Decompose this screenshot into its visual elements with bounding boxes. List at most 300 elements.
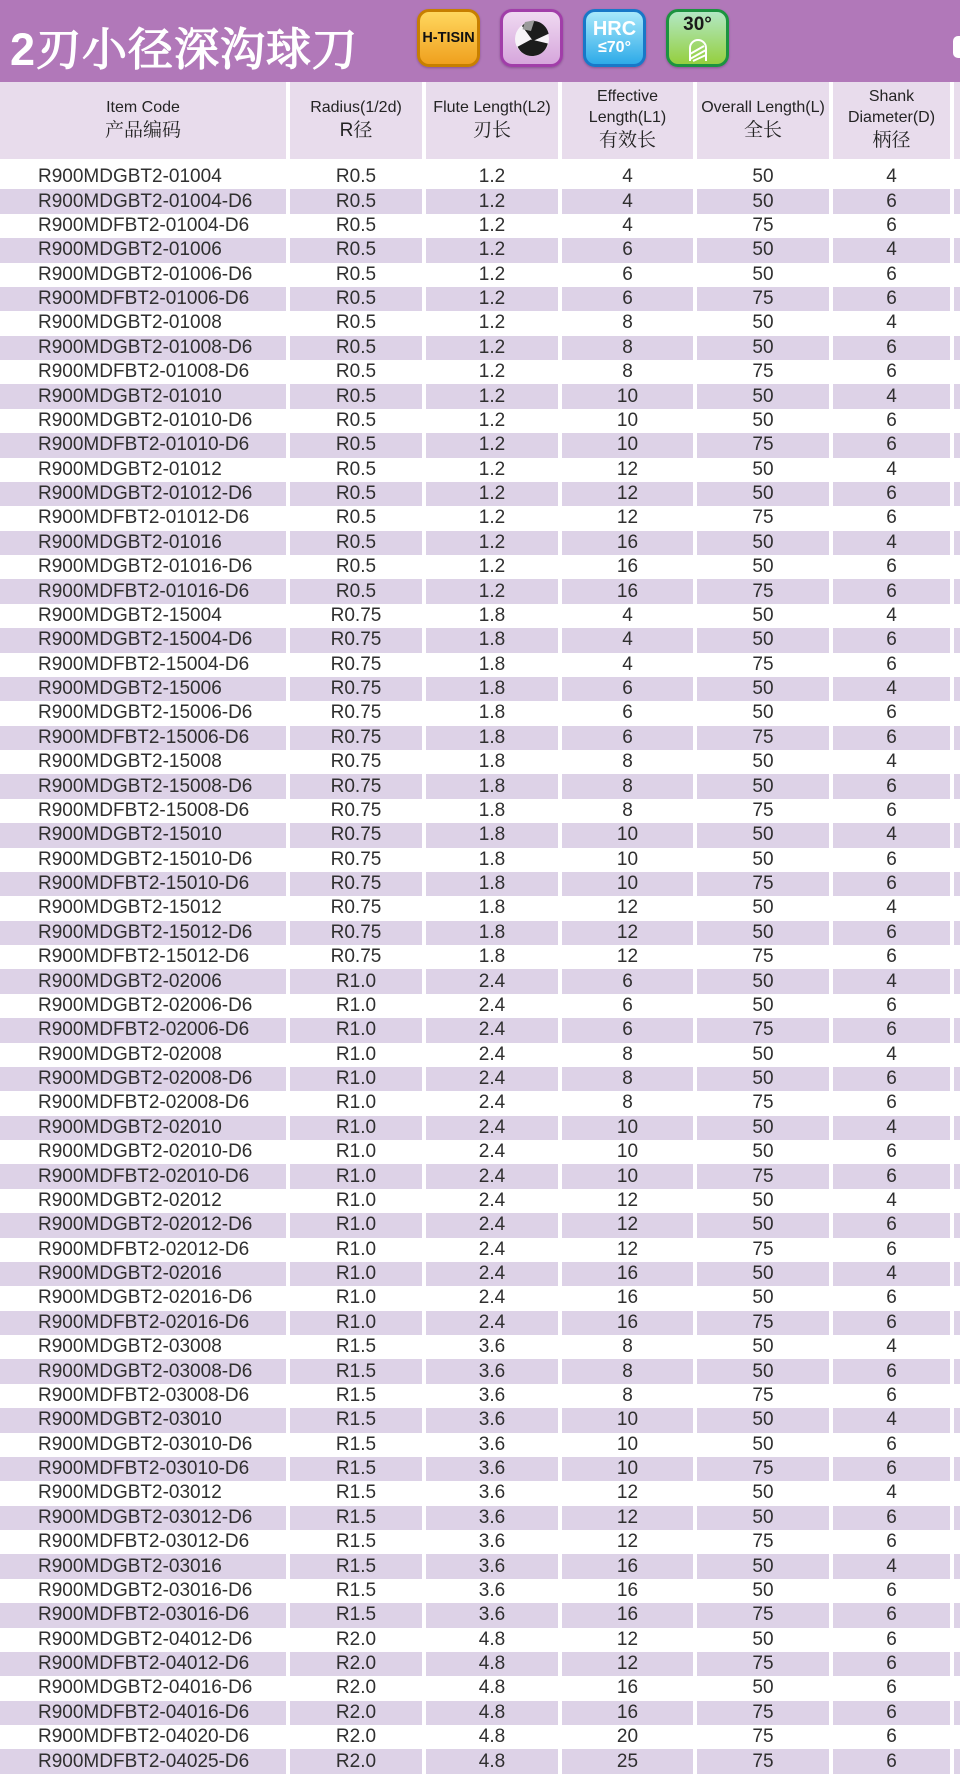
table-row (0, 653, 960, 677)
cell-effective-length: 10 (562, 823, 693, 847)
cell-shank-diameter: 4 (833, 1262, 950, 1286)
cell-flute-length: 2.4 (426, 1311, 558, 1335)
cell-overall-length: 50 (752, 1579, 774, 1601)
row-filler (954, 1725, 960, 1749)
row-filler (954, 1481, 960, 1505)
cell-overall-length: 50 (752, 702, 774, 724)
table-row (0, 360, 960, 384)
cell-item-code: R900MDGBT2-15004-D6 (0, 628, 286, 652)
cell-overall-length: 75 (697, 579, 829, 603)
cell-radius: R0.5 (335, 166, 377, 188)
cell-radius: R0.75 (330, 702, 382, 724)
column-header-item-code (0, 82, 286, 159)
cell-flute-length: 1.2 (426, 238, 558, 262)
cell-flute-length: 2.4 (478, 1238, 506, 1260)
cell-effective-length: 20 (616, 1726, 639, 1748)
table-row (0, 848, 960, 872)
cell-effective-length: 12 (562, 1652, 693, 1676)
table-row (0, 677, 960, 701)
cell-radius: R1.0 (290, 1213, 422, 1237)
cell-overall-length: 50 (697, 336, 829, 360)
cell-effective-length: 6 (562, 1018, 693, 1042)
cell-flute-length: 1.2 (478, 409, 506, 431)
table-row (0, 214, 960, 238)
table-header (0, 82, 960, 159)
table-row (0, 1286, 960, 1310)
cell-radius: R1.0 (290, 1262, 422, 1286)
table-row (0, 872, 960, 896)
cell-radius: R0.5 (335, 556, 377, 578)
row-filler (954, 1091, 960, 1115)
cell-item-code: R900MDGBT2-02016 (0, 1262, 286, 1286)
page-banner (0, 0, 960, 82)
cell-overall-length: 75 (752, 507, 774, 529)
table-row (0, 1652, 960, 1676)
cell-flute-length: 1.2 (426, 579, 558, 603)
cell-item-code: R900MDGBT2-15010-D6 (38, 848, 253, 870)
table-row (0, 1238, 960, 1262)
cell-effective-length: 10 (562, 1164, 693, 1188)
row-filler (954, 1701, 960, 1725)
cell-radius: R0.5 (335, 507, 377, 529)
cell-shank-diameter: 6 (886, 799, 897, 821)
cell-overall-length: 50 (697, 1213, 829, 1237)
cell-flute-length: 1.8 (426, 677, 558, 701)
page-title: 2刃小径深沟球刀 (10, 24, 359, 75)
cell-overall-length: 75 (697, 1603, 829, 1627)
cell-shank-diameter: 6 (886, 1726, 897, 1748)
cell-item-code: R900MDFBT2-04012-D6 (0, 1652, 286, 1676)
cell-flute-length: 4.8 (426, 1749, 558, 1773)
row-filler (954, 628, 960, 652)
cell-flute-length: 4.8 (478, 1677, 506, 1699)
cell-shank-diameter: 4 (833, 1116, 950, 1140)
row-filler (954, 1603, 960, 1627)
cell-radius: R0.5 (290, 384, 422, 408)
row-filler (954, 1018, 960, 1042)
cell-shank-diameter: 6 (833, 872, 950, 896)
cell-flute-length: 2.4 (426, 1213, 558, 1237)
cell-radius: R2.0 (290, 1701, 422, 1725)
cell-shank-diameter: 6 (886, 702, 897, 724)
cell-item-code: R900MDGBT2-02016-D6 (38, 1287, 253, 1309)
cell-shank-diameter: 6 (833, 579, 950, 603)
column-header-shank-diameter (833, 82, 950, 159)
cell-radius: R1.5 (290, 1408, 422, 1432)
cell-overall-length: 75 (697, 1164, 829, 1188)
cell-shank-diameter: 6 (886, 409, 897, 431)
cell-overall-length: 50 (752, 1189, 774, 1211)
cell-overall-length: 75 (752, 653, 774, 675)
cell-shank-diameter: 6 (833, 1018, 950, 1042)
cell-shank-diameter: 4 (833, 238, 950, 262)
cell-flute-length: 2.4 (478, 1287, 506, 1309)
table-row (0, 238, 960, 262)
row-filler (954, 1067, 960, 1091)
cell-item-code: R900MDFBT2-01012-D6 (38, 507, 250, 529)
cell-effective-length: 8 (622, 751, 633, 773)
cell-overall-length: 50 (697, 677, 829, 701)
cell-overall-length: 75 (752, 1531, 774, 1553)
cell-item-code: R900MDGBT2-03016 (0, 1554, 286, 1578)
cell-shank-diameter: 6 (886, 556, 897, 578)
cell-flute-length: 3.6 (426, 1603, 558, 1627)
cell-effective-length: 12 (616, 946, 639, 968)
cell-shank-diameter: 6 (833, 1164, 950, 1188)
cell-shank-diameter: 6 (833, 482, 950, 506)
cell-shank-diameter: 6 (833, 287, 950, 311)
cell-flute-length: 1.2 (478, 214, 506, 236)
table-row (0, 1408, 960, 1432)
row-filler (954, 311, 960, 335)
table-row (0, 1579, 960, 1603)
table-row (0, 1116, 960, 1140)
cell-radius: R1.5 (335, 1433, 377, 1455)
cell-flute-length: 1.8 (478, 604, 506, 626)
table-row (0, 311, 960, 335)
cell-overall-length: 50 (697, 969, 829, 993)
table-row (0, 1628, 960, 1652)
row-filler (954, 506, 960, 530)
row-filler (954, 677, 960, 701)
cell-shank-diameter: 6 (886, 1384, 897, 1406)
column-header-en: Overall Length(L) (701, 98, 825, 116)
cell-overall-length: 50 (752, 848, 774, 870)
table-row (0, 1457, 960, 1481)
cell-item-code: R900MDGBT2-01004 (38, 166, 222, 188)
hardness-badge-line1: HRC (592, 17, 637, 40)
cell-effective-length: 12 (562, 921, 693, 945)
cell-effective-length: 10 (562, 872, 693, 896)
cell-radius: R2.0 (335, 1628, 377, 1650)
cell-effective-length: 6 (562, 677, 693, 701)
cell-overall-length: 50 (697, 823, 829, 847)
table-row (0, 1067, 960, 1091)
cell-shank-diameter: 4 (886, 897, 897, 919)
cell-flute-length: 3.6 (478, 1336, 506, 1358)
cell-radius: R1.0 (290, 1116, 422, 1140)
cell-shank-diameter: 6 (833, 726, 950, 750)
row-filler (954, 848, 960, 872)
table-row (0, 1262, 960, 1286)
cell-shank-diameter: 4 (886, 166, 897, 188)
cell-shank-diameter: 6 (886, 1141, 897, 1163)
cell-shank-diameter: 6 (886, 1531, 897, 1553)
cell-overall-length: 50 (752, 458, 774, 480)
cell-overall-length: 50 (752, 1287, 774, 1309)
table-row (0, 189, 960, 213)
cell-effective-length: 8 (622, 1384, 633, 1406)
cell-effective-length: 16 (562, 531, 693, 555)
cell-overall-length: 50 (752, 1433, 774, 1455)
cell-flute-length: 3.6 (426, 1506, 558, 1530)
cell-effective-length: 6 (622, 994, 633, 1016)
cell-radius: R1.0 (290, 1311, 422, 1335)
cell-overall-length: 75 (697, 872, 829, 896)
cell-radius: R1.0 (335, 1043, 377, 1065)
row-filler (954, 1335, 960, 1359)
row-filler (954, 1359, 960, 1383)
cell-shank-diameter: 4 (833, 1408, 950, 1432)
column-header-overall-length (697, 82, 829, 159)
cell-item-code: R900MDGBT2-01016-D6 (38, 556, 253, 578)
cell-effective-length: 10 (616, 1141, 639, 1163)
cell-effective-length: 12 (562, 482, 693, 506)
cell-flute-length: 1.8 (478, 897, 506, 919)
cell-item-code: R900MDGBT2-01016 (0, 531, 286, 555)
cell-item-code: R900MDFBT2-01006-D6 (0, 287, 286, 311)
cell-item-code: R900MDFBT2-15012-D6 (38, 946, 250, 968)
cell-radius: R0.75 (290, 872, 422, 896)
cell-overall-length: 50 (752, 1482, 774, 1504)
cell-flute-length: 2.4 (426, 1116, 558, 1140)
cell-radius: R0.75 (330, 604, 382, 626)
cell-shank-diameter: 6 (886, 263, 897, 285)
cell-item-code: R900MDFBT2-01004-D6 (38, 214, 250, 236)
column-header-flute-length (426, 82, 558, 159)
row-filler (954, 531, 960, 555)
helix-angle-badge (666, 9, 729, 67)
row-filler (954, 701, 960, 725)
cell-item-code: R900MDGBT2-02006 (0, 969, 286, 993)
cell-overall-length: 75 (697, 433, 829, 457)
row-filler (954, 1433, 960, 1457)
row-filler (954, 604, 960, 628)
cell-item-code: R900MDGBT2-15004 (38, 604, 222, 626)
cell-overall-length: 50 (752, 897, 774, 919)
cell-overall-length: 75 (752, 1726, 774, 1748)
helix-dome-icon (683, 36, 713, 62)
cell-radius: R1.0 (335, 1189, 377, 1211)
cell-overall-length: 50 (697, 1262, 829, 1286)
cell-shank-diameter: 6 (833, 1701, 950, 1725)
row-filler (954, 433, 960, 457)
cell-effective-length: 6 (562, 238, 693, 262)
cell-overall-length: 75 (697, 1457, 829, 1481)
row-filler (954, 409, 960, 433)
table-row (0, 1189, 960, 1213)
column-header-zh: 有效长 (598, 129, 656, 151)
cell-effective-length: 4 (562, 189, 693, 213)
cell-item-code: R900MDGBT2-04012-D6 (38, 1628, 253, 1650)
cell-shank-diameter: 6 (833, 336, 950, 360)
cell-item-code: R900MDFBT2-04020-D6 (38, 1726, 250, 1748)
hardness-badge (583, 9, 646, 67)
cell-radius: R0.5 (290, 189, 422, 213)
cell-overall-length: 75 (697, 1701, 829, 1725)
table-row (0, 1603, 960, 1627)
row-filler (954, 872, 960, 896)
cell-overall-length: 50 (752, 1043, 774, 1065)
cell-radius: R1.5 (290, 1359, 422, 1383)
cell-effective-length: 10 (562, 1457, 693, 1481)
table-row (0, 969, 960, 993)
cell-shank-diameter: 6 (833, 628, 950, 652)
table-row (0, 1140, 960, 1164)
table-row (0, 1506, 960, 1530)
cell-flute-length: 3.6 (426, 1554, 558, 1578)
cell-item-code: R900MDFBT2-15006-D6 (0, 726, 286, 750)
cell-flute-length: 1.2 (478, 166, 506, 188)
table-row (0, 263, 960, 287)
cell-effective-length: 12 (616, 1531, 639, 1553)
cell-effective-length: 16 (562, 1311, 693, 1335)
cell-effective-length: 6 (562, 287, 693, 311)
row-filler (954, 1457, 960, 1481)
row-filler (954, 165, 960, 189)
table-row (0, 774, 960, 798)
cell-effective-length: 16 (616, 1287, 639, 1309)
row-filler (954, 750, 960, 774)
cell-overall-length: 50 (697, 1506, 829, 1530)
table-row (0, 1311, 960, 1335)
row-filler (954, 1164, 960, 1188)
cell-item-code: R900MDGBT2-15012 (38, 897, 222, 919)
column-header-zh: 产品编码 (104, 119, 181, 141)
row-filler (954, 1554, 960, 1578)
table-row (0, 1213, 960, 1237)
cell-effective-length: 16 (562, 1603, 693, 1627)
cell-shank-diameter: 6 (886, 994, 897, 1016)
cell-effective-length: 16 (616, 1677, 639, 1699)
cell-flute-length: 1.8 (426, 726, 558, 750)
row-filler (954, 1213, 960, 1237)
cell-flute-length: 4.8 (426, 1652, 558, 1676)
column-header-en: Shank Diameter(D) (847, 88, 936, 127)
table-row (0, 531, 960, 555)
cell-flute-length: 2.4 (478, 1092, 506, 1114)
cell-flute-length: 2.4 (426, 969, 558, 993)
row-filler (954, 896, 960, 920)
cell-effective-length: 10 (562, 433, 693, 457)
cell-item-code: R900MDFBT2-15010-D6 (0, 872, 286, 896)
cell-overall-length: 50 (697, 384, 829, 408)
table-row (0, 1433, 960, 1457)
table-row (0, 336, 960, 360)
cell-shank-diameter: 4 (886, 1336, 897, 1358)
cell-item-code: R900MDGBT2-03012 (38, 1482, 222, 1504)
cell-radius: R0.5 (290, 433, 422, 457)
row-filler (954, 1189, 960, 1213)
cell-radius: R1.0 (335, 1287, 377, 1309)
cell-item-code: R900MDGBT2-02012-D6 (0, 1213, 286, 1237)
cell-radius: R0.75 (330, 751, 382, 773)
cell-overall-length: 50 (697, 238, 829, 262)
table-row (0, 384, 960, 408)
cell-effective-length: 16 (616, 1579, 639, 1601)
cell-radius: R0.75 (290, 921, 422, 945)
row-filler (954, 1530, 960, 1554)
cell-effective-length: 10 (562, 1116, 693, 1140)
table-row (0, 1335, 960, 1359)
cell-overall-length: 75 (752, 1092, 774, 1114)
cell-overall-length: 50 (752, 263, 774, 285)
row-filler (954, 726, 960, 750)
cell-flute-length: 3.6 (478, 1384, 506, 1406)
cell-radius: R0.75 (290, 726, 422, 750)
cell-overall-length: 75 (697, 1749, 829, 1773)
cell-shank-diameter: 6 (886, 1287, 897, 1309)
cell-radius: R1.0 (290, 969, 422, 993)
table-row (0, 604, 960, 628)
row-filler (954, 921, 960, 945)
cell-radius: R0.5 (335, 409, 377, 431)
cell-item-code: R900MDGBT2-02008-D6 (0, 1067, 286, 1091)
cell-flute-length: 2.4 (478, 1189, 506, 1211)
cell-overall-length: 50 (697, 531, 829, 555)
cell-flute-length: 1.2 (478, 361, 506, 383)
cell-effective-length: 12 (616, 1482, 639, 1504)
cell-effective-length: 4 (622, 653, 633, 675)
cell-item-code: R900MDGBT2-03010 (0, 1408, 286, 1432)
cell-radius: R1.5 (335, 1336, 377, 1358)
cell-radius: R0.5 (335, 214, 377, 236)
cell-radius: R1.0 (335, 1092, 377, 1114)
cell-flute-length: 1.2 (426, 531, 558, 555)
cell-radius: R0.75 (290, 677, 422, 701)
cell-flute-length: 1.2 (426, 482, 558, 506)
cell-radius: R0.75 (290, 823, 422, 847)
cell-item-code: R900MDFBT2-03008-D6 (38, 1384, 250, 1406)
cell-shank-diameter: 6 (886, 1628, 897, 1650)
row-filler (954, 1311, 960, 1335)
cell-radius: R0.75 (290, 774, 422, 798)
cell-item-code: R900MDFBT2-02012-D6 (38, 1238, 250, 1260)
table-row (0, 726, 960, 750)
cell-shank-diameter: 4 (833, 384, 950, 408)
cell-item-code: R900MDFBT2-01016-D6 (0, 579, 286, 603)
table-row (0, 1091, 960, 1115)
table-row (0, 1164, 960, 1188)
cell-radius: R1.0 (290, 1164, 422, 1188)
cell-radius: R1.0 (290, 1018, 422, 1042)
cell-radius: R0.75 (330, 848, 382, 870)
cell-overall-length: 50 (752, 166, 774, 188)
cell-item-code: R900MDFBT2-15008-D6 (38, 799, 250, 821)
cell-effective-length: 8 (562, 1359, 693, 1383)
row-filler (954, 1408, 960, 1432)
row-filler (954, 1628, 960, 1652)
cell-item-code: R900MDFBT2-03016-D6 (0, 1603, 286, 1627)
cell-shank-diameter: 6 (833, 774, 950, 798)
table-row (0, 896, 960, 920)
cell-item-code: R900MDGBT2-15008 (38, 751, 222, 773)
table-row (0, 750, 960, 774)
cell-shank-diameter: 6 (833, 1067, 950, 1091)
cell-overall-length: 50 (752, 994, 774, 1016)
cell-shank-diameter: 4 (886, 1189, 897, 1211)
row-filler (954, 360, 960, 384)
cell-flute-length: 4.8 (426, 1701, 558, 1725)
cell-overall-length: 50 (752, 604, 774, 626)
table-row (0, 1701, 960, 1725)
row-filler (954, 823, 960, 847)
cell-item-code: R900MDGBT2-01008-D6 (0, 336, 286, 360)
cell-effective-length: 12 (562, 1213, 693, 1237)
table-row (0, 506, 960, 530)
column-header-en: Item Code (106, 98, 180, 116)
cell-item-code: R900MDGBT2-02010 (0, 1116, 286, 1140)
cell-item-code: R900MDGBT2-01004-D6 (0, 189, 286, 213)
cell-item-code: R900MDGBT2-01006-D6 (38, 263, 253, 285)
cell-item-code: R900MDFBT2-02008-D6 (38, 1092, 250, 1114)
cell-item-code: R900MDGBT2-01012-D6 (0, 482, 286, 506)
cell-item-code: R900MDFBT2-01010-D6 (0, 433, 286, 457)
cell-radius: R0.75 (290, 628, 422, 652)
table-row (0, 287, 960, 311)
row-filler (954, 994, 960, 1018)
table-row (0, 1749, 960, 1773)
